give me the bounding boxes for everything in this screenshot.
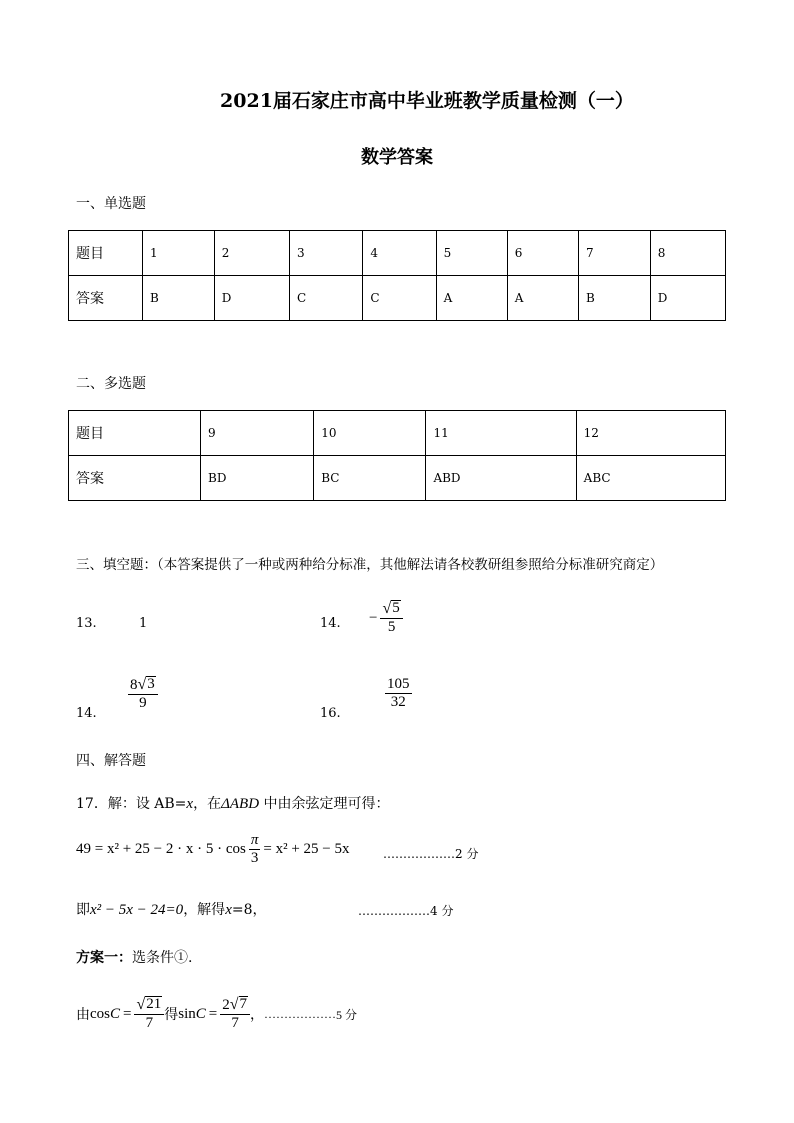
leader-dots: ……………… xyxy=(358,904,430,918)
question-number: 5 xyxy=(436,231,507,276)
question-number: 8 xyxy=(650,231,725,276)
table-row xyxy=(69,456,726,501)
quadratic-equation: x² − 5x − 24=0 xyxy=(90,902,184,918)
plan-text: 选条件①. xyxy=(132,950,193,966)
equation-left: 49 = x² + 25 − 2 · x · 5 · cos xyxy=(76,841,246,858)
q16-label: 16. xyxy=(320,706,341,721)
section-heading-solutions: 四、解答题 xyxy=(76,753,146,769)
answer-cell: BD xyxy=(201,456,314,501)
angle-c: C xyxy=(110,1005,121,1022)
q15-answer xyxy=(128,676,158,712)
question-number: 7 xyxy=(578,231,650,276)
cos-fn: cos xyxy=(90,1005,110,1022)
plan-one xyxy=(76,947,192,967)
q16-answer xyxy=(385,676,412,712)
question-number: 4 xyxy=(363,231,436,276)
q15-denominator: 9 xyxy=(139,695,147,711)
leader-dots: ……………… xyxy=(383,847,455,861)
q16-numerator: 105 xyxy=(385,676,412,694)
q16-denominator: 32 xyxy=(390,694,406,711)
question-number: 9 xyxy=(201,411,314,456)
page-title: 2021届石家庄市高中毕业班教学质量检测（一） xyxy=(220,90,634,112)
q15-radicand: 3 xyxy=(147,676,155,692)
q17-triangle: ΔABD xyxy=(221,796,260,812)
score-points: 5 分 xyxy=(336,1007,358,1022)
answer-cell: ABD xyxy=(426,456,576,501)
question-number: 2 xyxy=(214,231,289,276)
denominator-three: 3 xyxy=(250,850,259,867)
question-number: 11 xyxy=(426,411,576,456)
q13-label: 13. xyxy=(76,616,97,631)
sin-value-fraction: 2 √ 7 7 xyxy=(220,996,250,1032)
multi-choice-table xyxy=(68,410,726,501)
pi-over-three xyxy=(249,832,261,868)
plan-label: 方案一： xyxy=(76,950,132,966)
answer-cell: BC xyxy=(314,456,426,501)
radicand-21: 21 xyxy=(146,996,162,1012)
answer-cell: B xyxy=(143,276,215,321)
q17-intro-text: 17．解：设 AB= xyxy=(76,796,187,812)
q17-step2 xyxy=(76,899,267,919)
step-text: =8， xyxy=(231,902,267,918)
answer-cell: A xyxy=(436,276,507,321)
coef-2: 2 xyxy=(222,996,230,1013)
question-number: 1 xyxy=(143,231,215,276)
answer-cell: B xyxy=(578,276,650,321)
step-text: 得 xyxy=(164,1008,179,1024)
score-points: 4 分 xyxy=(430,904,454,918)
radicand-7: 7 xyxy=(239,996,248,1012)
step-text: 由 xyxy=(76,1008,90,1024)
q15-label: 14. xyxy=(76,706,97,721)
section-heading-single-choice: 一、单选题 xyxy=(76,196,146,212)
equals-sign: = xyxy=(208,1005,218,1022)
section-heading-multi-choice: 二、多选题 xyxy=(76,376,146,392)
denominator-7: 7 xyxy=(231,1015,239,1031)
q14-label: 14. xyxy=(320,616,341,631)
step-text: ，解得 xyxy=(183,902,226,918)
equals-sign: = xyxy=(123,1005,132,1022)
score-marker xyxy=(358,900,453,919)
var-x: x xyxy=(225,902,232,918)
q17-step3 xyxy=(76,996,357,1032)
leader-dots: ……………… xyxy=(264,1006,337,1021)
q17-intro-text: ，在 xyxy=(193,796,222,812)
answer-cell: D xyxy=(650,276,725,321)
question-number: 12 xyxy=(576,411,725,456)
q15-fraction: 8 √ 3 9 xyxy=(128,676,158,712)
angle-c: C xyxy=(195,1005,206,1022)
sin-fn: sin xyxy=(178,1005,196,1022)
single-choice-table xyxy=(68,230,726,321)
step-text: ， xyxy=(250,1008,265,1024)
answer-cell: ABC xyxy=(576,456,725,501)
question-number: 3 xyxy=(290,231,363,276)
table-row xyxy=(69,276,726,321)
row-label-question: 题目 xyxy=(69,231,143,276)
answer-cell: D xyxy=(214,276,289,321)
q14-denominator: 5 xyxy=(387,619,396,635)
table-row xyxy=(69,231,726,276)
row-label-question: 题目 xyxy=(69,411,201,456)
page-subtitle: 数学答案 xyxy=(361,147,433,168)
equation-cosine-law xyxy=(76,832,350,868)
q14-answer xyxy=(369,600,403,636)
cos-value-fraction: √ 21 7 xyxy=(134,996,164,1032)
q13-answer: 1 xyxy=(139,616,148,631)
q17-intro xyxy=(76,793,390,813)
table-row xyxy=(69,411,726,456)
section-heading-fill-blank: 三、填空题：（本答案提供了一种或两种给分标准，其他解法请各校教研组参照给分标准研究商定） xyxy=(76,557,664,573)
equation-right: = x² + 25 − 5x xyxy=(263,841,350,858)
question-number: 10 xyxy=(314,411,426,456)
row-label-answer: 答案 xyxy=(69,276,143,321)
q14-numerator: 5 xyxy=(392,600,400,616)
score-points: 2 分 xyxy=(455,847,479,861)
pi-symbol: π xyxy=(249,832,261,850)
answer-cell: C xyxy=(363,276,436,321)
denominator-7: 7 xyxy=(145,1015,154,1031)
q14-fraction: √ 5 5 xyxy=(380,600,402,636)
answer-cell: C xyxy=(290,276,363,321)
step-text: 即 xyxy=(76,902,90,918)
score-marker xyxy=(383,843,478,862)
q17-intro-text: 中由余弦定理可得： xyxy=(259,796,390,812)
q17-var-x: x xyxy=(186,796,194,812)
row-label-answer: 答案 xyxy=(69,456,201,501)
q16-fraction xyxy=(385,676,412,712)
question-number: 6 xyxy=(507,231,578,276)
q14-sign: − xyxy=(369,609,378,626)
q15-coef: 8 xyxy=(130,676,138,693)
answer-cell: A xyxy=(507,276,578,321)
